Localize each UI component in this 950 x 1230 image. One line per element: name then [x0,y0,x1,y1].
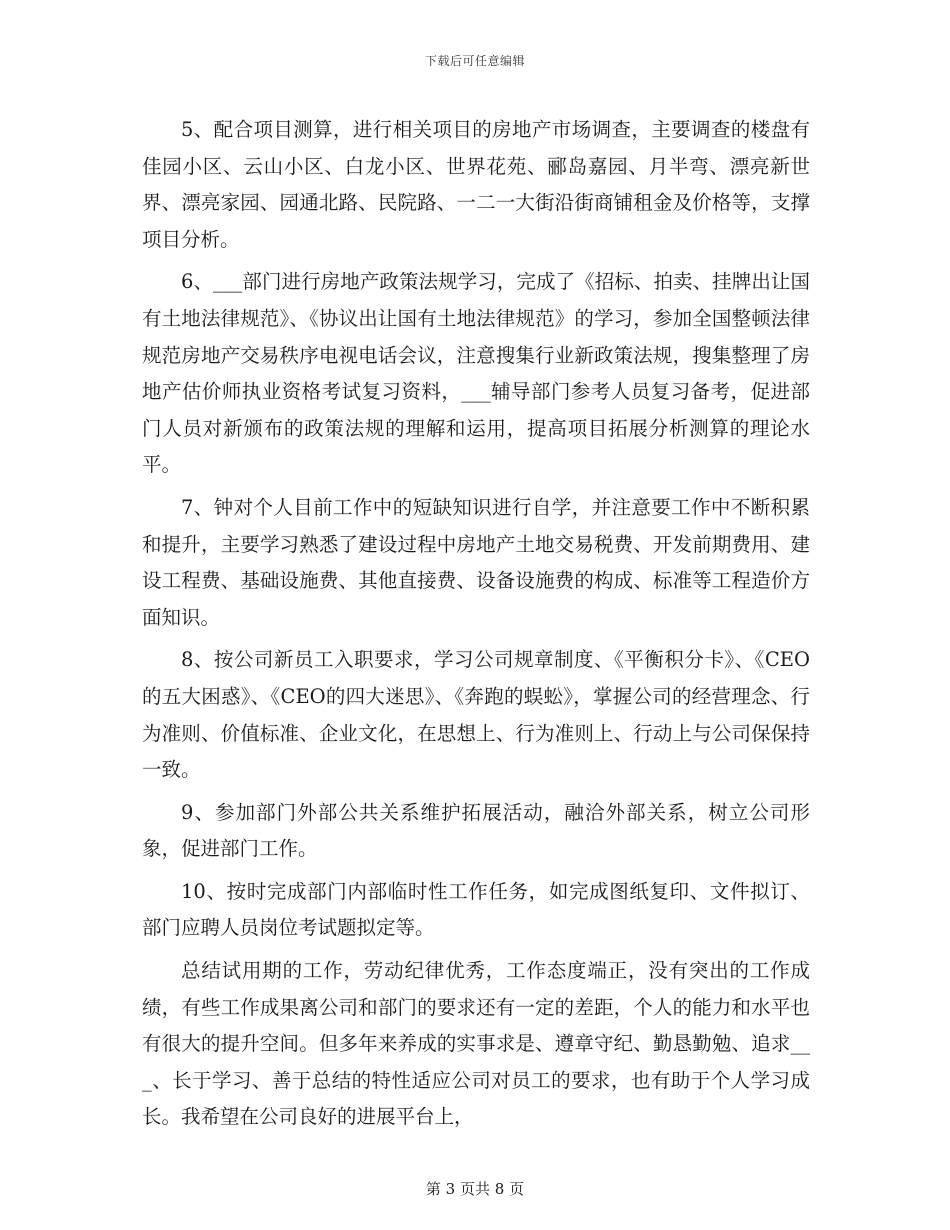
page-number-footer: 第 3 页共 8 页 [425,1180,525,1198]
paragraph-item-8: 8、按公司新员工入职要求，学习公司规章制度、《平衡积分卡》、《CEO的五大困惑》、《CEO的四大迷思》、《奔跑的蜈蚣》，掌握公司的经营理念、行为准则、价值标准、企业文化，在思想上、行为准则上、行动上与公司保保持一致。 [142,648,810,782]
page-header: 下载后可任意编辑 [424,54,525,68]
paragraph-item-5: 5、配合项目测算，进行相关项目的房地产市场调查，主要调查的楼盘有佳园小区、云山小区、白龙小区、世界花苑、郦岛嘉园、月半弯、漂亮新世界、漂亮家园、园通北路、民院路、一二一大街沿街商铺租金及价格等，支撑项目分析。 [142,118,810,251]
paragraph-summary: 总结试用期的工作，劳动纪律优秀，工作态度端正，没有突出的工作成绩，有些工作成果离公司和部门的要求还有一定的差距，个人的能力和水平也有很大的提升空间。但多年来养成的实事求是、遵章守纪、勤恳勤勉、追求___、长于学习、善于总结的特性适应公司对员工的要求，也有助于个人学习成长。我希望在公司良好的进展平台上， [142,959,810,1129]
paragraph-item-6: 6、___部门进行房地产政策法规学习，完成了《招标、拍卖、挂牌出让国有土地法律规范》、《协议出让国有土地法律规范》的学习，参加全国整顿法律规范房地产交易秩序电视电话会议，注意搜集行业新政策法规，搜集整理了房地产估价师执业资格考试复习资料，___辅导部门参考人员复习备考，促进部门人员对新颁布的政策法规的理解和运用，提高项目拓展分析测算的理论水平。 [142,270,810,477]
paragraph-item-9: 9、参加部门外部公共关系维护拓展活动，融洽外部关系，树立公司形象，促进部门工作。 [142,800,810,861]
paragraph-item-10: 10、按时完成部门内部临时性工作任务，如完成图纸复印、文件拟订、部门应聘人员岗位考试题拟定等。 [142,879,810,940]
document-body [142,112,810,1142]
paragraph-item-7: 7、钟对个人目前工作中的短缺知识进行自学，并注意要工作中不断积累和提升，主要学习熟悉了建设过程中房地产土地交易税费、开发前期费用、建设工程费、基础设施费、其他直接费、设备设施费的构成、标准等工程造价方面知识。 [142,495,810,629]
